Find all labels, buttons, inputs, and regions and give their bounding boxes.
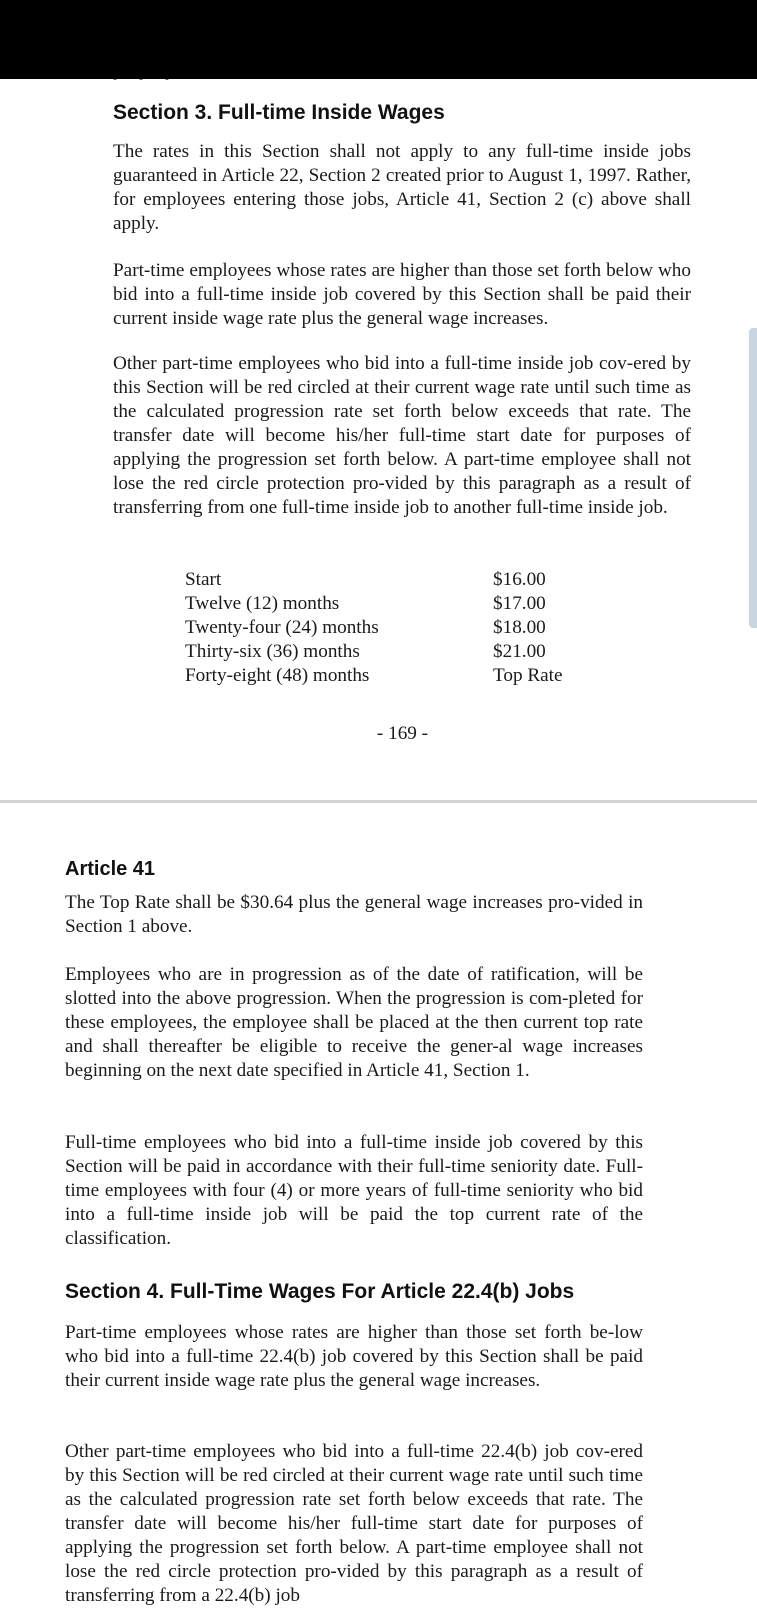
article-41-paragraph-1: The Top Rate shall be $30.64 plus the general wage increases pro-vided in Section 1 above. <box>65 892 643 937</box>
progression-label: Thirty-six (36) months <box>185 641 360 662</box>
progression-value: Top Rate <box>493 665 563 686</box>
scrollbar-thumb[interactable] <box>749 328 757 628</box>
wage-progression-table <box>185 568 585 688</box>
progression-row <box>185 640 585 664</box>
article-41-heading: Article 41 <box>65 858 156 880</box>
article-41-paragraph-3: Full-time employees who bid into a full-time inside job covered by this Section will be paid in accordance with their full-time seniority date. Full-time employees with four (4) or more years of full-time seniority who bid into a full-time inside job will be paid the top current rate of the classification. <box>65 1132 643 1249</box>
top-black-bar <box>0 0 757 79</box>
progression-value: $21.00 <box>493 641 546 662</box>
progression-row <box>185 592 585 616</box>
progression-value: $16.00 <box>493 569 546 590</box>
progression-row <box>185 664 585 688</box>
page-number: - 169 - <box>376 723 429 744</box>
section-3-paragraph-3: Other part-time employees who bid into a full-time inside job cov-ered by this Section will be red circled at their current wage rate until such time as the calculated progression rate set forth below exceeds that rate. The transfer date will become his/her full-time start date for purposes of applying the progression set forth below. A part-time employee shall not lose the red circle protection pro-vided by this paragraph as a result of transferring from one full-time inside job to another full-time inside job. <box>113 353 691 518</box>
progression-label: Twelve (12) months <box>185 593 340 614</box>
section-4-paragraph-1: Part-time employees whose rates are higher than those set forth be-low who bid into a full-time 22.4(b) job covered by this Section shall be paid their current inside wage rate plus the general wage increases. <box>65 1322 643 1391</box>
section-4-paragraph-2: Other part-time employees who bid into a full-time 22.4(b) job cov-ered by this Section will be red circled at their current wage rate until such time as the calculated progression rate set forth below exceeds that rate. The transfer date will become his/her full-time start date for purposes of applying the progression set forth below. A part-time employee shall not lose the red circle protection pro-vided by this paragraph as a result of transferring from a 22.4(b) job <box>65 1441 643 1606</box>
article-41-paragraph-2: Employees who are in progression as of the date of ratification, will be slotted into the above progression. When the progression is com-pleted for these employees, the employee shall be placed at the then current top rate and shall thereafter be eligible to receive the gener-al wage increases beginning on the next date specified in Article 41, Section 1. <box>65 964 643 1081</box>
progression-row <box>185 616 585 640</box>
progression-label: Forty-eight (48) months <box>185 665 370 686</box>
page-divider <box>0 800 757 803</box>
section-3-paragraph-2: Part-time employees whose rates are higher than those set forth below who bid into a full-time inside job covered by this Section shall be paid their current inside wage rate plus the general wage increases. <box>113 260 691 329</box>
progression-row <box>185 568 585 592</box>
section-3-heading: Section 3. Full-time Inside Wages <box>113 101 445 124</box>
progression-label: Start <box>185 569 222 590</box>
progression-value: $17.00 <box>493 593 546 614</box>
progression-label: Twenty-four (24) months <box>185 617 379 638</box>
cut-off-text-fragment <box>113 70 203 80</box>
section-4-heading: Section 4. Full-Time Wages For Article 22.4(b) Jobs <box>65 1280 575 1303</box>
progression-value: $18.00 <box>493 617 546 638</box>
section-3-paragraph-1: The rates in this Section shall not apply to any full-time inside jobs guaranteed in Article 22, Section 2 created prior to August 1, 1997. Rather, for employees entering those jobs, Article 41, Section 2 (c) above shall apply. <box>113 141 691 234</box>
